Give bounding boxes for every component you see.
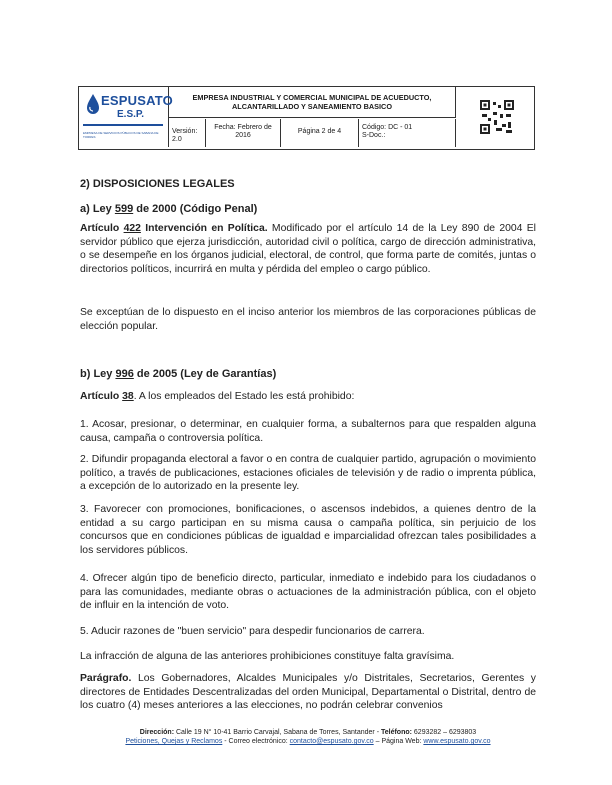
law-b-heading-pre: b) Ley — [80, 368, 116, 380]
infraction-note: La infracción de alguna de las anteriores prohibiciones constituye falta gravísima. — [80, 651, 455, 662]
version-cell: Versión: 2.0 — [169, 119, 206, 147]
footer-web-label: – Página Web: — [373, 738, 424, 745]
prohibition-item-5: 5. Aducir razones de "buen servicio" para despedir funcionarios de carrera. — [80, 626, 425, 637]
header-title-line1: EMPRESA INDUSTRIAL Y COMERCIAL MUNICIPAL DE ACUEDUCTO, — [192, 93, 432, 102]
law-b-heading — [80, 368, 536, 382]
law-a-heading — [80, 203, 536, 217]
paragrafo-text: Los Gobernadores, Alcaldes Municipales y/o Distritales, Secretarios, Gerentes y directores de Entidades Descentralizadas del orden Municipal, Departamental o Distrital, dentro de los cuatro (4) meses anteriores a las elecciones, no podrán celebrar convenios — [80, 673, 536, 711]
footer-email-label: - Correo electrónico: — [222, 738, 290, 745]
prohibition-item-4: 4. Ofrecer algún tipo de beneficio directo, particular, inmediato e indebido para los ciudadanos o para las comunidades, mediante obras o actuaciones de la administración pública, con el objeto de influir en la intención de voto. — [80, 573, 536, 611]
qr-code-cell — [457, 87, 534, 147]
page-number-cell: Página 2 de 4 — [281, 119, 359, 147]
law-b-article — [80, 390, 536, 404]
law-a-article — [80, 222, 536, 276]
brand-sub: E.S.P. — [117, 109, 145, 120]
paragrafo — [80, 672, 536, 713]
footer-address-label: Dirección: — [139, 729, 175, 736]
water-drop-icon — [85, 93, 101, 115]
date-cell: Fecha: Febrero de 2016 — [206, 119, 281, 147]
law-a-article-text: Modificado por el artículo 14 de la Ley 890 de 2004 El servidor público que ejerza jurisdicción, autoridad civil o política, cargo de dirección administrativa, o se desempeñe en los órganos judicial, electoral, de control, que forma parte de comités, juntas o directorios políticos, incurrirá en multa y pérdida del empleo o cargo público. — [80, 223, 536, 275]
law-a-article-label: Artículo — [80, 223, 124, 234]
prohibition-item-2: 2. Difundir propaganda electoral a favor o en contra de cualquier partido, agrupación o movimiento político, a través de publicaciones, estaciones oficiales de televisión y de radio o imprenta pública, a excepción de lo autorizado en la presente ley. — [80, 454, 536, 492]
header-title-line2: ALCANTARILLADO Y SANEAMIENTO BASICO — [232, 102, 392, 111]
code-cell — [359, 119, 456, 147]
law-b-number: 996 — [115, 368, 134, 380]
law-b-article-text: . A los empleados del Estado les está prohibido: — [133, 391, 355, 402]
footer-contact — [80, 737, 536, 746]
footer-address-text: Calle 19 N° 10-41 Barrio Carvajal, Sabana de Torres, Santander - — [174, 729, 381, 736]
section-title: 2) DISPOSICIONES LEGALES — [80, 178, 235, 190]
law-b-heading-post: de 2005 (Ley de Garantías) — [133, 368, 277, 380]
brand-tagline: EMPRESA DE SERVICIOS PÚBLICOS DE SABANA DE TORRES — [83, 131, 159, 139]
prohibition-item-3: 3. Favorecer con promociones, bonificaciones, o ascensos indebidos, a quienes dentro de la entidad a su cargo participan en su misma causa o campaña política, sin perjuicio de los concursos que en condiciones públicas de igualdad e imparcialidad ofrezcan tales posibilidades a los servidores públicos. — [80, 504, 536, 556]
document-header — [78, 86, 535, 150]
header-title — [169, 87, 456, 118]
law-b-article-label: Artículo — [80, 391, 123, 402]
law-a-number: 599 — [114, 203, 134, 215]
company-logo — [79, 87, 173, 147]
footer-address — [80, 728, 536, 737]
footer-phone-label: Teléfono: — [380, 729, 412, 736]
pqr-link[interactable]: Peticiones, Quejas y Reclamos — [125, 738, 223, 745]
footer-phone-text: 6293282 – 6293803 — [411, 729, 477, 736]
logo-underline — [83, 124, 163, 126]
email-link[interactable]: contacto@espusato.gov.co — [289, 738, 374, 745]
law-a-exception: Se exceptúan de lo dispuesto en el inciso anterior los miembros de las corporaciones públicas de elección popular. — [80, 307, 536, 332]
qr-code-icon — [480, 100, 514, 134]
sdoc-value: S-Doc.: — [362, 132, 386, 139]
law-b-article-number: 38 — [122, 391, 134, 402]
prohibition-item-1: 1. Acosar, presionar, o determinar, en cualquier forma, a subalternos para que respalden alguna causa, campaña o controversia política. — [80, 419, 536, 444]
code-value: Código: DC - 01 — [362, 124, 413, 131]
website-link[interactable]: www.espusato.gov.co — [423, 738, 491, 745]
law-a-article-title: Intervención en Política. — [140, 223, 268, 234]
brand-name: ESPUSATO — [101, 93, 173, 108]
law-a-heading-post: de 2000 (Código Penal) — [133, 203, 258, 215]
law-a-article-number: 422 — [123, 223, 141, 234]
paragrafo-label: Parágrafo. — [80, 673, 132, 684]
law-a-heading-pre: a) Ley — [80, 203, 115, 215]
